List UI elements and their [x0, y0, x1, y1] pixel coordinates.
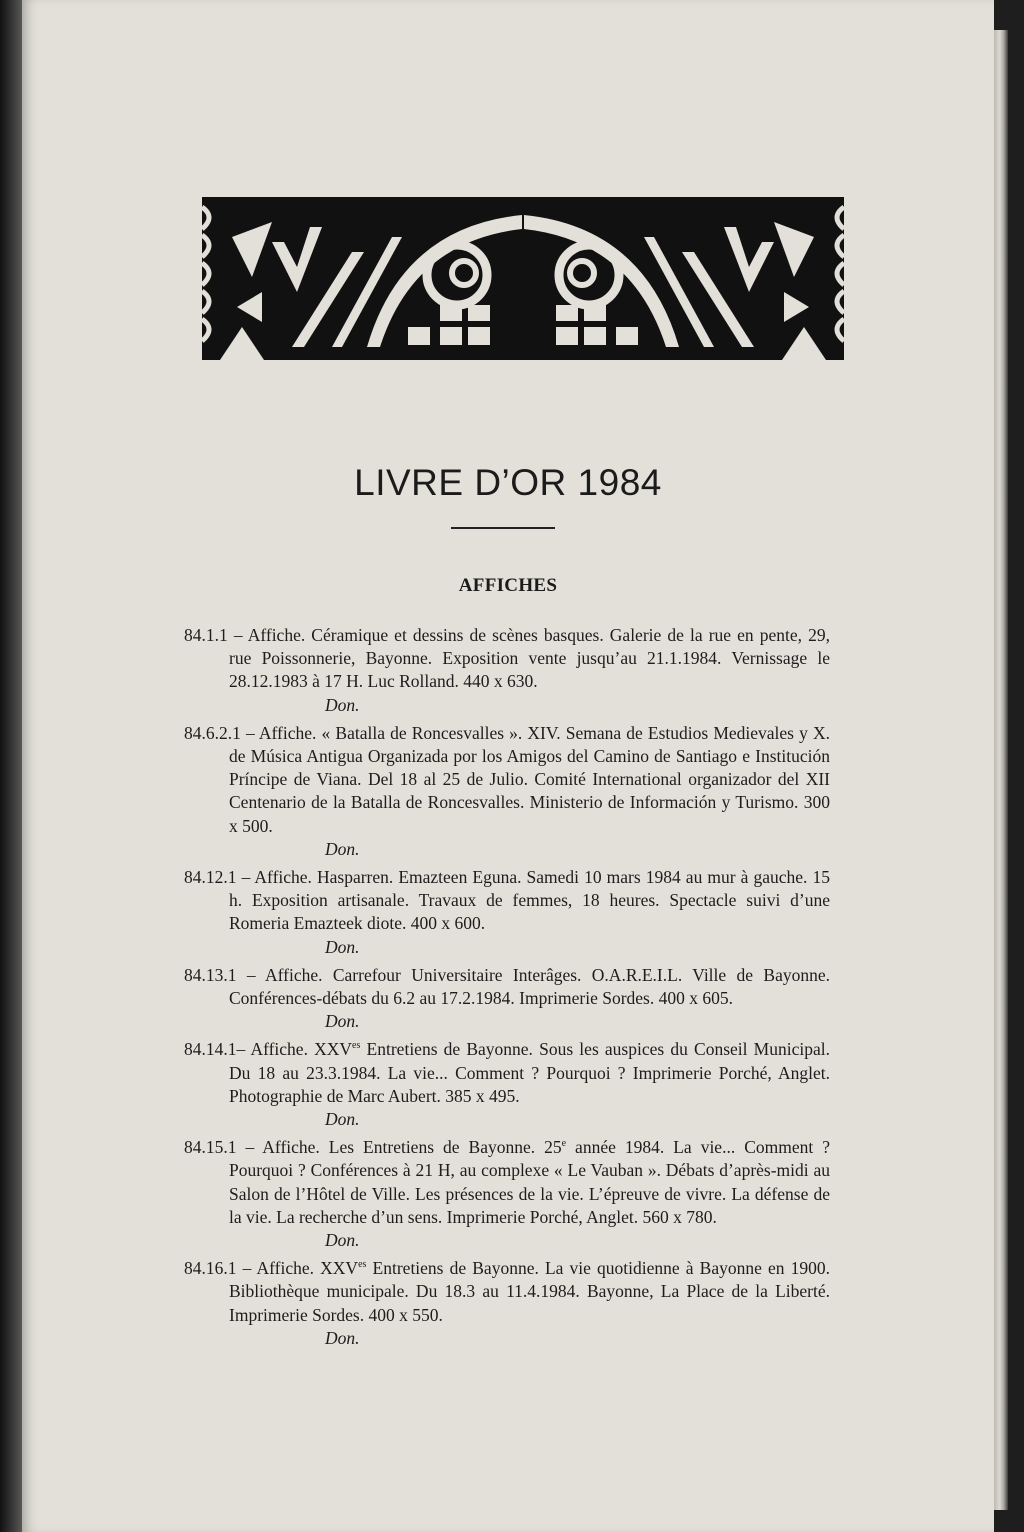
page-title: LIVRE D’OR 1984 — [354, 462, 662, 503]
book-spine-shadow — [0, 0, 22, 1532]
entry-ref: 84.1.1 — [184, 625, 228, 645]
entry-note: Don. — [325, 1011, 360, 1032]
entry-separator: – — [236, 1039, 246, 1060]
entry-superscript: es — [358, 1259, 367, 1271]
list-item: 84.12.1 – Affiche. Hasparren. Emazteen Eguna. Samedi 10 mars 1984 au mur à gauche. 15 h. Exposition artisanale. Travaux de femmes, 18 heures. Spectacle suivi d’une Romeria Emazteek diote. 400 x 600. Don. — [184, 866, 830, 959]
entry-text-before: Affiche. Les Entretiens de Bayonne. 25 — [262, 1137, 562, 1158]
section-heading: AFFICHES — [458, 575, 558, 596]
entry-ref: 84.15.1 — [184, 1137, 237, 1158]
list-item — [184, 1038, 830, 1131]
list-item: 84.15.1 – Affiche. Les Entretiens de Bayonne. 25e année 1984. La vie... Comment ? Pourquoi ? Conférences à 21 H, au complexe « Le Vauban ». Débats d’après-midi au Salon de l’Hôtel de Ville. Les présences de la vie. L’épreuve de vivre. La défense de la vie. La recherche d’un sens. Imprimerie Porché, Anglet. 560 x 780. Don. — [184, 1136, 830, 1252]
entry-ref: 84.6.2.1 — [184, 722, 241, 743]
title-divider — [451, 527, 555, 529]
entry-text-before: Affiche. XXV — [256, 1258, 359, 1279]
entry-text: Entretiens de Bayonne. Sous les auspices du Conseil Municipal. Du 18 au 23.3.1984. La vie... Comment ? Pourquoi ? Imprimerie Porché, Anglet. Photographie de Marc Aubert. 385 x 495. — [229, 1039, 830, 1106]
entry-list — [184, 624, 830, 1355]
entry-text: Affiche. « Batalla de Roncesvalles ». XIV. Semana de Estudios Medievales y X. de Música Antigua Organizada por los Amigos del Camino de Santiago e Institución Príncipe de Viana. Del 18 al 25 de Julio. Comité International organizador del XII Centenario de la Batalla de Roncesvalles. Ministerio de Información y Turismo. 300 x 500. — [229, 722, 830, 836]
entry-superscript: es — [352, 1040, 361, 1052]
entry-text: Entretiens de Bayonne. La vie quotidienne à Bayonne en 1900. Bibliothèque municipale. Du 18.3 au 11.4.1984. Bayonne, La Place de la Liberté. Imprimerie Sordes. 400 x 550. — [229, 1258, 830, 1325]
entry-ref: 84.14.1 — [184, 1039, 237, 1060]
entry-note: Don. — [325, 936, 360, 957]
entry-text: Affiche. Céramique et dessins de scènes basques. Galerie de la rue en pente, 29, rue Poissonnerie, Bayonne. Exposition vente jusqu’au 21.1.1984. Vernissage le 28.12.1983 à 17 H. Luc Rolland. 440 x 630. — [229, 625, 830, 692]
entry-text: Affiche. Carrefour Universitaire Interâges. O.A.R.E.I.L. Ville de Bayonne. Conférences-débats du 6.2 au 17.2.1984. Imprimerie Sordes. 400 x 605. — [229, 964, 830, 1009]
entry-ref: 84.13.1 — [184, 964, 237, 985]
list-item: 84.16.1 – Affiche. $XXV^{es}$ Entretiens de Bayonne. La vie quotidienne à Bayonne en 1900. Bibliothèque municipale. Du 18.3 au 11.4.1984. Bayonne, La Place de la Liberté. Imprimerie Sordes. 400 x 550. Don. — [184, 1257, 830, 1350]
document-page — [22, 0, 994, 1532]
entry-note: Don. — [325, 694, 360, 715]
page-edge — [994, 30, 1008, 1510]
list-item: 84.6.2.1 – Affiche. « Batalla de Roncesvalles ». XIV. Semana de Estudios Medievales y X. de Música Antigua Organizada por los Amigos del Camino de Santiago e Institución Príncipe de Viana. Del 18 al 25 de Julio. Comité International organizador del XII Centenario de la Batalla de Roncesvalles. Ministerio de Información y Turismo. 300 x 500. Don. — [184, 722, 830, 861]
entry-text: année 1984. La vie... Comment ? Pourquoi ? Conférences à 21 H, au complexe « Le Vauban ». Débats d’après-midi au Salon de l’Hôtel de Ville. Les présences de la vie. L’épreuve de vivre. La défense de la vie. La recherche d’un sens. Imprimerie Porché, Anglet. 560 x 780. — [229, 1137, 830, 1227]
entry-text: Affiche. Hasparren. Emazteen Eguna. Samedi 10 mars 1984 au mur à gauche. 15 h. Exposition artisanale. Travaux de femmes, 18 heures. Spectacle suivi d’une Romeria Emazteek diote. 400 x 600. — [229, 867, 830, 934]
entry-ref: 84.16.1 — [184, 1258, 237, 1279]
entry-note: Don. — [325, 1327, 360, 1348]
list-item: 84.1.1 – Affiche. Céramique et dessins de scènes basques. Galerie de la rue en pente, 29, rue Poissonnerie, Bayonne. Exposition vente jusqu’au 21.1.1984. Vernissage le 28.12.1983 à 17 H. Luc Rolland. 440 x 630. Don. — [184, 624, 830, 717]
entry-ref: 84.12.1 — [184, 867, 237, 888]
entry-text-before: Affiche. XXV — [250, 1039, 353, 1060]
entry-note: Don. — [325, 838, 360, 859]
entry-note: Don. — [325, 1230, 360, 1251]
entry-note: Don. — [325, 1109, 360, 1130]
basque-ornament-icon — [202, 197, 844, 360]
entry-superscript: e — [561, 1138, 567, 1150]
list-item: 84.13.1 – Affiche. Carrefour Universitaire Interâges. O.A.R.E.I.L. Ville de Bayonne. Conférences-débats du 6.2 au 17.2.1984. Imprimerie Sordes. 400 x 605. Don. — [184, 964, 830, 1034]
